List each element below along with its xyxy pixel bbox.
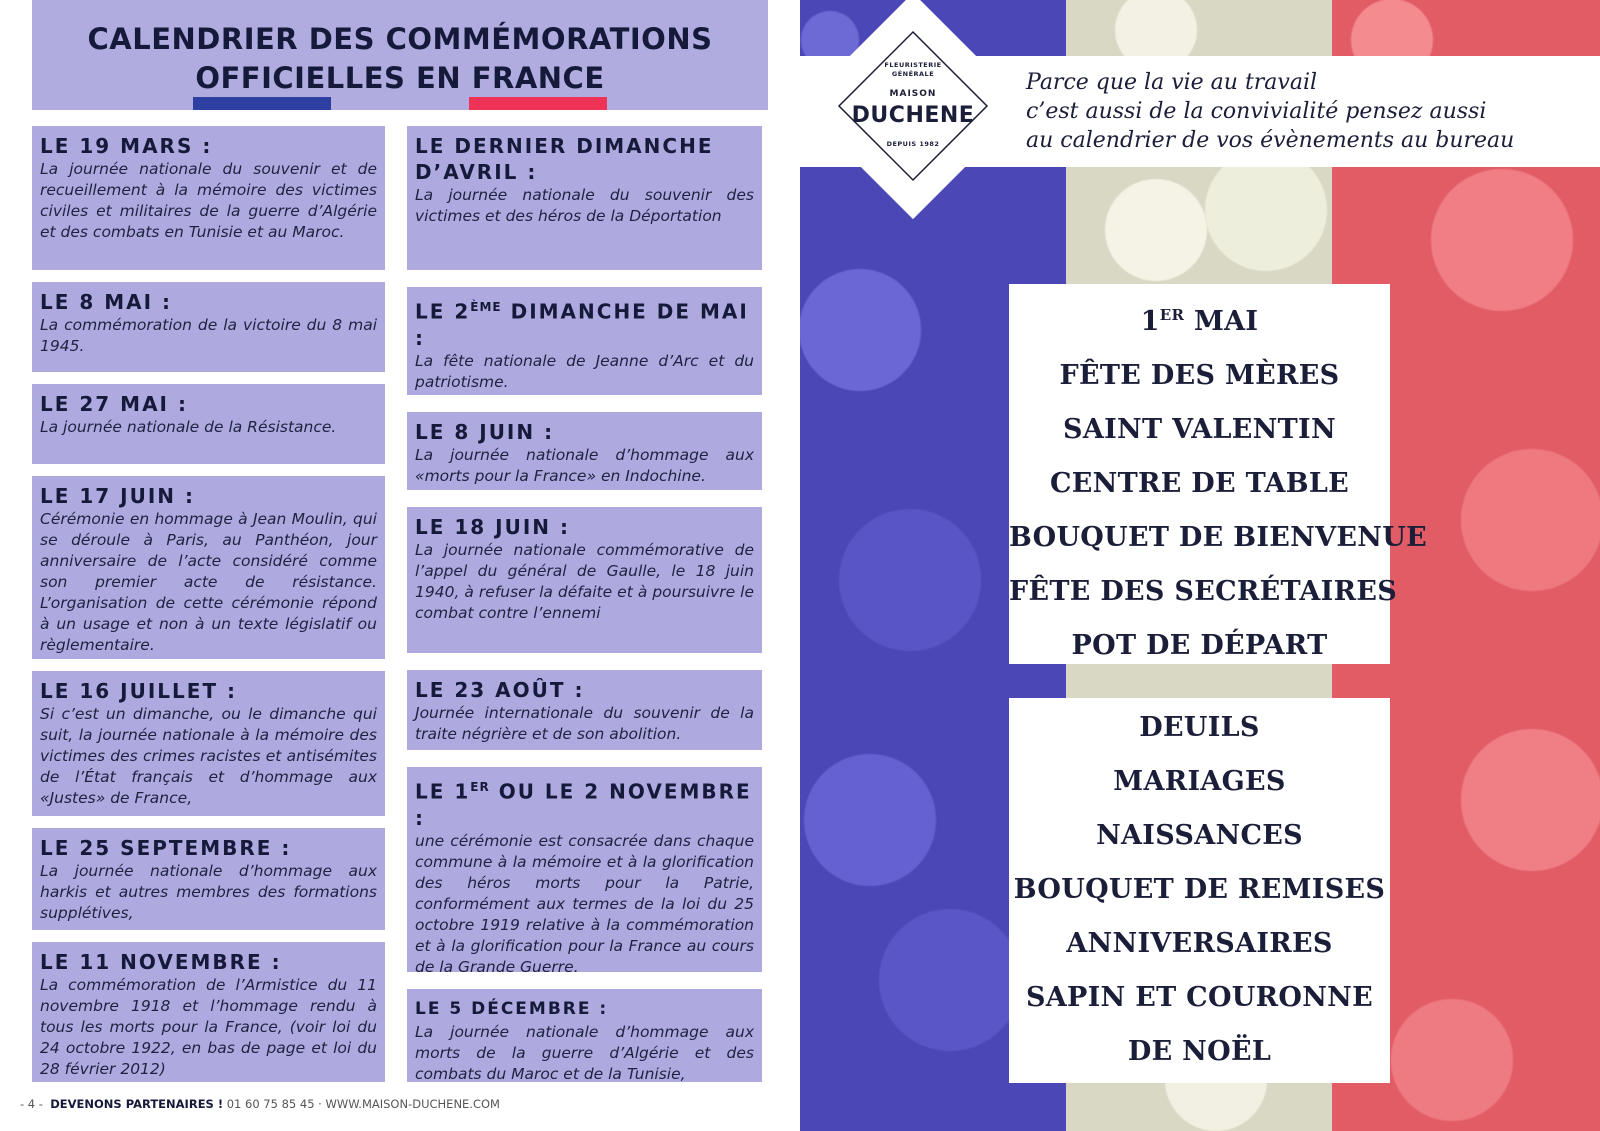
event-text: La commémoration de la victoire du 8 mai 1945.	[40, 316, 377, 355]
page-title	[32, 20, 768, 98]
event-card-5-decembre	[407, 989, 762, 1082]
occasion-item: CENTRE DE TABLE	[1049, 468, 1350, 499]
event-card-23-aout	[407, 670, 762, 750]
event-heading: LE 18 JUIN :	[415, 515, 570, 539]
logo-subtitle: FLEURISTERIE GÉNÉRALE	[884, 61, 942, 78]
tagline-line: Parce que la vie au travail	[1026, 70, 1318, 95]
event-card-dernier-dimanche-avril	[407, 126, 762, 270]
partner-cta: DEVENONS PARTENAIRES !	[50, 1097, 224, 1111]
event-heading: LE 11 NOVEMBRE :	[40, 950, 282, 974]
event-card-27-mai	[32, 384, 385, 464]
event-card-8-juin	[407, 412, 762, 490]
event-heading: LE 8 MAI :	[40, 290, 173, 314]
service-item: NAISSANCES	[1096, 820, 1303, 851]
event-text: La journée nationale du souvenir des victimes et des héros de la Déportation	[415, 186, 754, 225]
occasions-list-box	[1009, 284, 1427, 664]
contact-info[interactable]: 01 60 75 85 45 · WWW.MAISON-DUCHENE.COM	[226, 1097, 500, 1111]
event-text: La commémoration de l’Armistice du 11 novembre 1918 et l’hommage rendu à tous les morts pour la France, (voir loi du 24 octobre 1922, en bas de page et loi du 28 février 2012)	[40, 976, 377, 1078]
event-text: La journée nationale du souvenir et de recueillement à la mémoire des victimes civiles et militaires de la guerre d’Algérie et des combats en Tunisie et au Maroc.	[40, 160, 377, 241]
flag-red-bar	[469, 97, 607, 110]
page-footer	[20, 1097, 500, 1111]
occasion-item: FÊTE DES SECRÉTAIRES	[1009, 576, 1398, 607]
tagline-line: c’est aussi de la convivialité pensez aussi	[1026, 99, 1487, 124]
event-card-18-juin	[407, 507, 762, 653]
event-heading: LE 2ÈME DIMANCHE DE MAI :	[415, 299, 749, 350]
event-text: La journée nationale d’hommage aux «morts pour la France» en Indochine.	[415, 446, 754, 485]
logo-since: DEPUIS 1982	[886, 140, 940, 148]
event-text: Cérémonie en hommage à Jean Moulin, qui se déroule à Paris, au Panthéon, jour anniversaire de l’acte considéré comme son premier acte de résistance. L’organisation de cette cérémonie répond à un usage et non à un texte législatif ou règlementaire.	[40, 510, 377, 654]
occasion-item: FÊTE DES MÈRES	[1059, 360, 1340, 391]
service-item: ANNIVERSAIRES	[1066, 928, 1333, 959]
event-text: La journée nationale d’hommage aux morts de la guerre d’Algérie et des combats du Maroc et de la Tunisie,	[415, 1023, 754, 1083]
event-card-16-juillet	[32, 671, 385, 816]
event-heading: LE 8 JUIN :	[415, 420, 555, 444]
event-card-11-novembre	[32, 942, 385, 1082]
event-text: Si c’est un dimanche, ou le dimanche qui suit, la journée nationale à la mémoire des victimes des crimes racistes et antisémites de l’État français et d’hommage aux «Justes» de France,	[40, 705, 377, 807]
event-text: La journée nationale de la Résistance.	[40, 418, 337, 436]
event-heading: LE 5 DÉCEMBRE :	[415, 999, 609, 1019]
service-item: DEUILS	[1139, 712, 1260, 743]
event-heading: LE 1ER OU LE 2 NOVEMBRE :	[415, 779, 752, 830]
event-card-8-mai	[32, 282, 385, 372]
event-heading: LE 19 MARS :	[40, 134, 213, 158]
occasion-item: POT DE DÉPART	[1071, 630, 1328, 661]
event-card-25-septembre	[32, 828, 385, 930]
service-item: SAPIN ET COURONNE	[1025, 982, 1374, 1013]
maison-duchene-logo	[800, 0, 1026, 226]
event-card-17-juin	[32, 476, 385, 659]
tagline-line: au calendrier de vos évènements au bureau	[1026, 128, 1515, 153]
event-heading: LE 23 AOÛT :	[415, 678, 585, 702]
occasion-item: BOUQUET DE BIENVENUE	[1009, 522, 1427, 553]
tagline	[1026, 68, 1514, 155]
title-banner	[32, 0, 768, 110]
event-heading: LE 27 MAI :	[40, 392, 188, 416]
event-heading: LE 16 JUILLET :	[40, 679, 238, 703]
occasion-item: SAINT VALENTIN	[1063, 414, 1336, 445]
event-card-1er-2-novembre	[407, 767, 762, 976]
event-heading: LE 25 SEPTEMBRE :	[40, 836, 292, 860]
event-card-19-mars	[32, 126, 385, 270]
event-text: La fête nationale de Jeanne d’Arc et du patriotisme.	[415, 351, 754, 391]
title-line-1: CALENDRIER DES COMMÉMORATIONS	[87, 22, 713, 56]
event-text: une cérémonie est consacrée dans chaque commune à la mémoire et à la glorification des héros morts pour la Patrie, conformément aux termes de la loi du 25 octobre 1919 relative à la commémoration et à la glorification pour la France au cours de la Grande Guerre.	[415, 831, 754, 976]
page-number: - 4 -	[20, 1097, 43, 1111]
title-line-2: OFFICIELLES EN FRANCE	[195, 61, 605, 95]
flag-blue-bar	[193, 97, 331, 110]
logo-maison: MAISON	[889, 89, 937, 99]
event-card-2eme-dimanche-mai	[407, 287, 762, 395]
event-heading: LE 17 JUIN :	[40, 484, 195, 508]
event-text: La journée nationale commémorative de l’appel du général de Gaulle, le 18 juin 1940, à refuser la défaite et à poursuivre le combat contre l’ennemi	[415, 541, 754, 622]
right-page	[800, 0, 1600, 1131]
event-text: Journée internationale du souvenir de la traite négrière et de son abolition.	[415, 704, 754, 743]
event-heading: LE DERNIER DIMANCHE D’AVRIL :	[415, 134, 714, 184]
services-list-box	[1009, 698, 1390, 1083]
service-item: MARIAGES	[1113, 766, 1286, 797]
logo-brand-name: DUCHENE	[851, 103, 975, 128]
event-text: La journée nationale d’hommage aux harkis et autres membres des formations supplétives,	[40, 862, 377, 922]
service-item: BOUQUET DE REMISES	[1013, 874, 1386, 905]
service-item: DE NOËL	[1127, 1036, 1272, 1067]
occasion-item: 1ER MAI	[1140, 306, 1259, 337]
